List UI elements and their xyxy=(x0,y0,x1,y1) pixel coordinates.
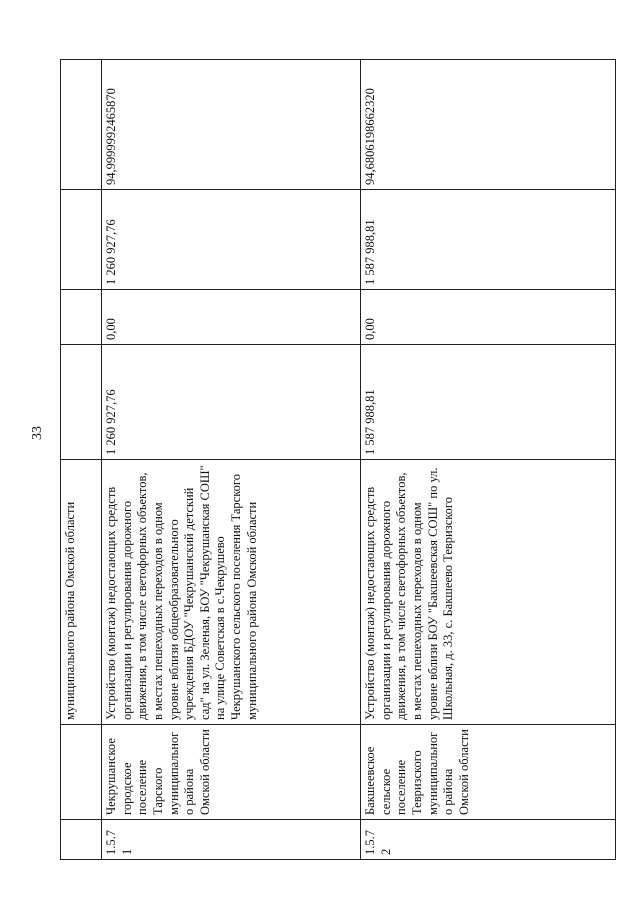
page-number: 33 xyxy=(30,426,45,440)
cell-amount-total: 1 587 988,81 xyxy=(361,345,616,460)
table-row xyxy=(61,60,102,860)
cell-amount-zero: 0,00 xyxy=(102,290,361,345)
rotated-table-container xyxy=(60,60,600,860)
cell-description: Устройство (монтаж) недостающих средств организации и регулирования дорожного движения, в том числе светофорных объектов, в местах пешеходных переходов в одном уровне вблизи БОУ "Бакшеевская СОШ" по ул. Школьная, д. 33, с. Бакшеево Тевризского xyxy=(361,460,616,725)
cell-percent xyxy=(61,60,102,190)
cell-amount-subsidy: 1 260 927,76 xyxy=(102,190,361,290)
cell-settlement: Бакшеевское сельское поселение Тевризского муниципального района Омской области xyxy=(361,725,616,820)
cell-settlement: Чекрушанское городское поселение Тарского муниципального района Омской области xyxy=(102,725,361,820)
cell-amount-zero: 0,00 xyxy=(361,290,616,345)
cell-num: 1.5.72 xyxy=(361,820,616,860)
table-row xyxy=(361,60,616,860)
cell-amount-total: 1 260 927,76 xyxy=(102,345,361,460)
cell-percent: 94,9999992465870 xyxy=(102,60,361,190)
table-row xyxy=(102,60,361,860)
cell-amount-subsidy: 1 587 988,81 xyxy=(361,190,616,290)
cell-num: 1.5.71 xyxy=(102,820,361,860)
cell-settlement xyxy=(61,725,102,820)
budget-table xyxy=(60,59,616,860)
cell-amount-zero xyxy=(61,290,102,345)
cell-num xyxy=(61,820,102,860)
cell-description: муниципального района Омской области xyxy=(61,460,102,725)
cell-amount-total xyxy=(61,345,102,460)
cell-percent: 94,6806198662320 xyxy=(361,60,616,190)
cell-amount-subsidy xyxy=(61,190,102,290)
cell-description: Устройство (монтаж) недостающих средств организации и регулирования дорожного движения, в том числе светофорных объектов, в местах пешеходных переходов в одном уровне вблизи общеобразовательного учреждения БДОУ "Чекрушанский детский сад" на ул. Зеленая, БОУ "Чекрушанская СОШ" на улице Советская в с.Чекрушево Чекрушанского сельского поселения Тарского муниципального района Омской области xyxy=(102,460,361,725)
